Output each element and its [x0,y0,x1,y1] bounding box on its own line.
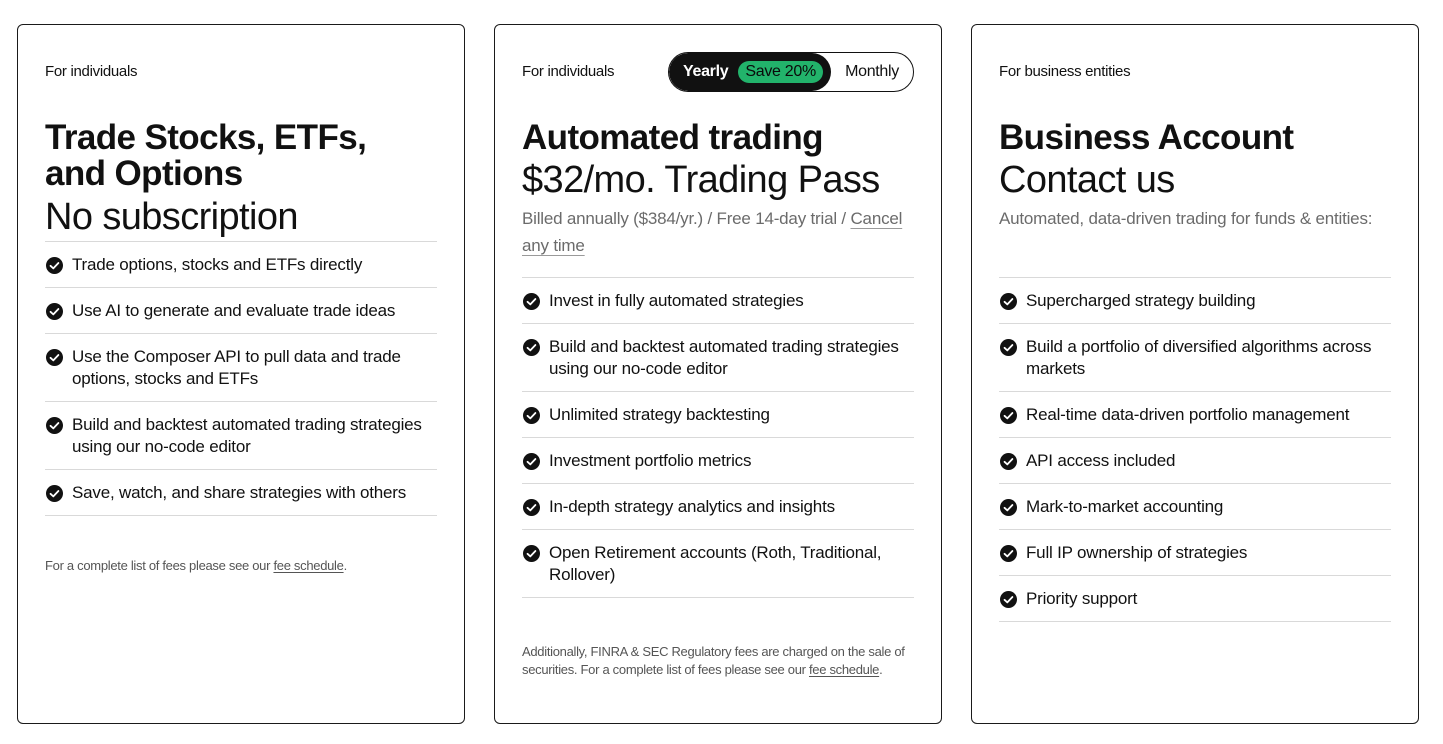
check-circle-icon [523,407,540,424]
pricing-card-individual [17,24,465,724]
feature-text: Full IP ownership of strategies [1026,543,1248,562]
check-circle-icon [46,257,63,274]
feature-text: Use the Composer API to pull data and trade options, stocks and ETFs [72,347,401,388]
yearly-label: Yearly [683,63,729,80]
feature-text: Trade options, stocks and ETFs directly [72,255,363,274]
feature-item [999,392,1391,438]
check-circle-icon [1000,591,1017,608]
business-description: Automated, data-driven trading for funds & entities: [999,209,1373,228]
feature-text: Mark-to-market accounting [1026,497,1224,516]
feature-text: Build and backtest automated trading strategies using our no-code editor [549,337,899,378]
card-title: Business Account [999,118,1294,157]
footnote-end: . [343,558,347,573]
feature-text: Build and backtest automated trading strategies using our no-code editor [72,415,422,456]
check-circle-icon [1000,407,1017,424]
card-title: Automated trading [522,118,823,157]
check-circle-icon [1000,499,1017,516]
yearly-option[interactable] [669,53,831,91]
check-circle-icon [523,293,540,310]
billing-toggle[interactable] [668,52,914,92]
card-subtitle: $32/mo. Trading Pass [522,159,880,201]
check-circle-icon [46,417,63,434]
footnote-text: Additionally, FINRA & SEC Regulatory fees are charged on the sale of securities. For a complete list of fees please see our [522,644,905,677]
feature-text: Open Retirement accounts (Roth, Traditional, Rollover) [549,543,882,584]
check-circle-icon [1000,339,1017,356]
audience-label: For business entities [999,63,1131,80]
feature-item [45,288,437,334]
feature-text: Unlimited strategy backtesting [549,405,770,424]
feature-text: Supercharged strategy building [1026,291,1256,310]
footnote-text: For a complete list of fees please see our [45,558,274,573]
billing-text: Billed annually ($384/yr.) / Free 14-day trial / [522,209,851,228]
check-circle-icon [523,545,540,562]
feature-item [522,324,914,392]
feature-item [45,402,437,470]
feature-item [522,530,914,598]
feature-text: Priority support [1026,589,1138,608]
feature-item [999,278,1391,324]
feature-text: Investment portfolio metrics [549,451,752,470]
monthly-option[interactable]: Monthly [845,63,899,80]
check-circle-icon [1000,453,1017,470]
feature-item [45,334,437,402]
save-badge: Save 20% [738,61,823,83]
feature-text: Save, watch, and share strategies with others [72,483,407,502]
fees-footnote [522,643,914,679]
feature-list [522,277,914,598]
feature-item [522,484,914,530]
card-subtitle: No subscription [45,196,298,238]
fee-schedule-link[interactable]: fee schedule [273,558,344,573]
billing-description [522,205,914,259]
feature-text: Build a portfolio of diversified algorithms across markets [1026,337,1372,378]
card-subtitle: Contact us [999,159,1175,201]
audience-label: For individuals [522,63,615,80]
pricing-card-automated [494,24,942,724]
pricing-card-business [971,24,1419,724]
feature-item [45,242,437,288]
feature-item [522,278,914,324]
feature-item [999,484,1391,530]
feature-item [999,324,1391,392]
feature-item [999,438,1391,484]
feature-item [45,470,437,516]
check-circle-icon [46,485,63,502]
check-circle-icon [1000,293,1017,310]
check-circle-icon [523,339,540,356]
feature-item [522,392,914,438]
feature-text: Real-time data-driven portfolio management [1026,405,1350,424]
feature-item [522,438,914,484]
feature-item [999,530,1391,576]
card-title: Trade Stocks, ETFs, and Options [45,118,367,193]
check-circle-icon [523,453,540,470]
check-circle-icon [46,349,63,366]
check-circle-icon [46,303,63,320]
audience-label: For individuals [45,63,138,80]
fee-schedule-link[interactable]: fee schedule [808,662,880,677]
feature-list [999,277,1391,622]
feature-text: API access included [1026,451,1176,470]
check-circle-icon [1000,545,1017,562]
fees-footnote [45,557,437,575]
feature-list [45,241,437,516]
feature-text: In-depth strategy analytics and insights [549,497,835,516]
feature-text: Invest in fully automated strategies [549,291,804,310]
cancel-any-time-link[interactable]: Cancel any time [522,209,903,255]
feature-text: Use AI to generate and evaluate trade ideas [72,301,396,320]
feature-item [999,576,1391,622]
check-circle-icon [523,499,540,516]
footnote-end: . [879,662,883,677]
